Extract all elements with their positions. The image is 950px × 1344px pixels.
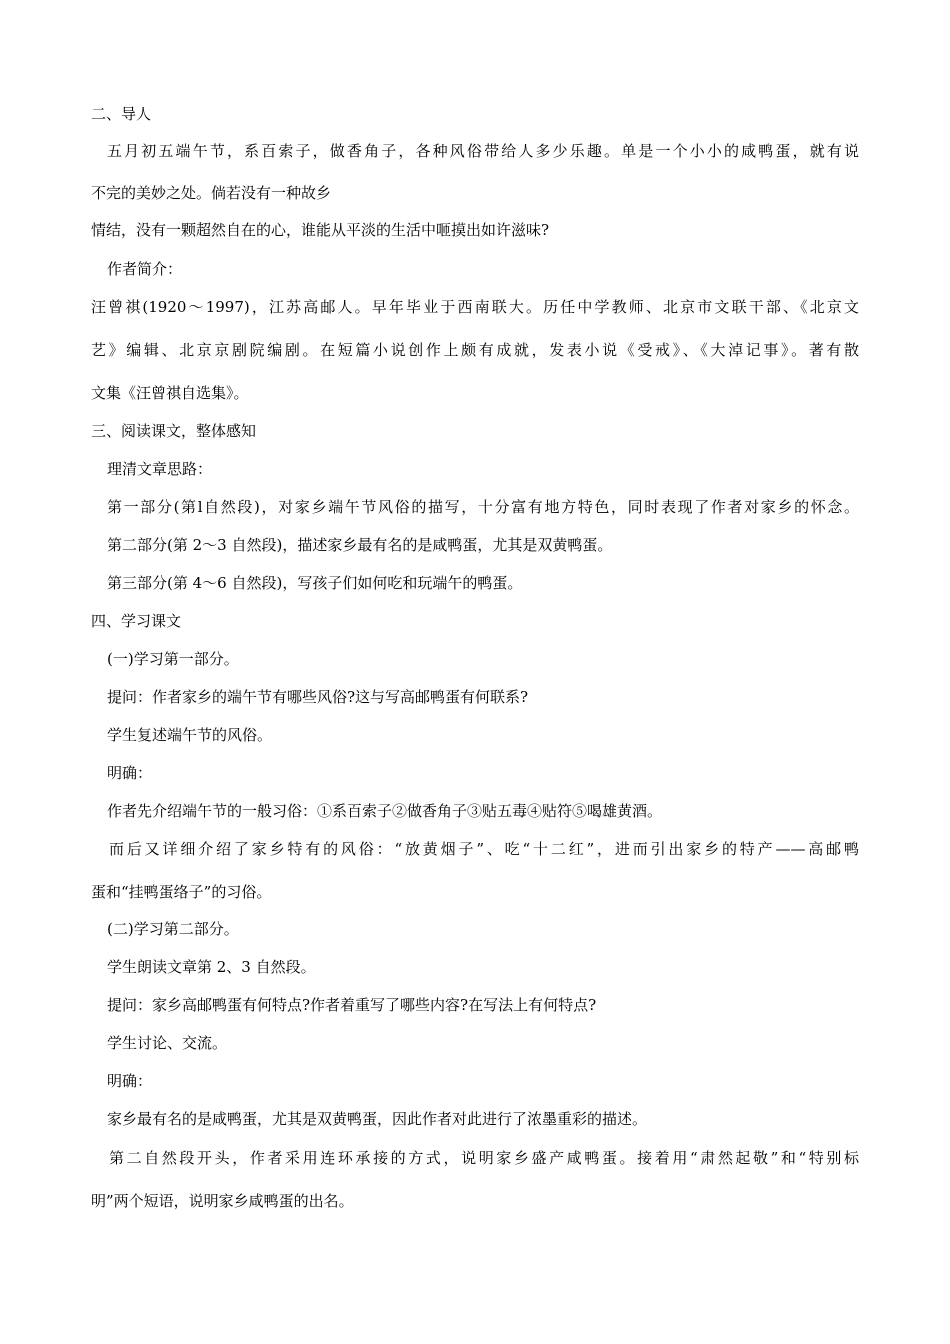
subheading: (一)学习第一部分。 <box>107 650 239 668</box>
paragraph-line: 情结，没有一颗超然自在的心，谁能从平淡的生活中咂摸出如许滋味? <box>91 221 550 239</box>
heading-intro: 二、导人 <box>91 105 152 123</box>
paragraph-line: 学生讨论、交流。 <box>107 1034 228 1052</box>
paragraph-line: 汪曾祺(1920～1997)，江苏高邮人。早年毕业于西南联大。历任中学教师、北京市文联干部、《北京文 <box>91 298 859 316</box>
paragraph-line: 而后又详细介绍了家乡特有的风俗：“放黄烟子”、吃“十二红”，进而引出家乡的特产——高邮鸭 <box>109 840 859 858</box>
paragraph-line: 不完的美妙之处。倘若没有一种故乡 <box>91 184 332 202</box>
paragraph-line: 家乡最有名的是咸鸭蛋，尤其是双黄鸭蛋，因此作者对此进行了浓墨重彩的描述。 <box>107 1110 648 1128</box>
paragraph-line: 明确： <box>107 764 153 782</box>
paragraph-line: 五月初五端午节，系百索子，做香角子，各种风俗带给人多少乐趣。单是一个小小的咸鸭蛋，就有说 <box>107 142 859 160</box>
heading-reading: 三、阅读课文，整体感知 <box>91 422 257 440</box>
paragraph-line: 理清文章思路： <box>107 460 213 478</box>
paragraph-line: 文集《汪曾祺自选集》。 <box>91 384 249 402</box>
paragraph-line: 提问：家乡高邮鸭蛋有何特点?作者着重写了哪些内容?在写法上有何特点? <box>107 996 597 1014</box>
paragraph-line: 第三部分(第 4～6 自然段)，写孩子们如何吃和玩端午的鸭蛋。 <box>107 574 523 592</box>
paragraph-line: 学生朗读文章第 2、3 自然段。 <box>107 958 316 976</box>
author-intro-label: 作者简介： <box>107 260 183 278</box>
paragraph-line: 艺》编辑、北京京剧院编剧。在短篇小说创作上颇有成就，发表小说《受戒》、《大淖记事》。著有散 <box>91 341 859 359</box>
paragraph-line: 第二自然段开头，作者采用连环承接的方式，说明家乡盛产咸鸭蛋。接着用“肃然起敬”和“特别标 <box>109 1149 859 1167</box>
paragraph-line: 提问：作者家乡的端午节有哪些风俗?这与写高邮鸭蛋有何联系? <box>107 688 529 706</box>
paragraph-line: 第二部分(第 2～3 自然段)，描述家乡最有名的是咸鸭蛋，尤其是双黄鸭蛋。 <box>107 536 613 554</box>
paragraph-line: 明”两个短语，说明家乡咸鸭蛋的出名。 <box>91 1192 354 1210</box>
paragraph-line: 蛋和“挂鸭蛋络子”的习俗。 <box>91 883 272 901</box>
paragraph-line: 第一部分(第l自然段)，对家乡端午节风俗的描写，十分富有地方特色，同时表现了作者对家乡的怀念。 <box>107 498 859 516</box>
subheading: (二)学习第二部分。 <box>107 920 239 938</box>
paragraph-line: 学生复述端午节的风俗。 <box>107 726 273 744</box>
paragraph-line: 明确： <box>107 1072 153 1090</box>
paragraph-line: 作者先介绍端午节的一般习俗：①系百索子②做香角子③贴五毒④贴符⑤喝雄黄酒。 <box>107 802 663 820</box>
heading-study: 四、学习课文 <box>91 612 182 630</box>
